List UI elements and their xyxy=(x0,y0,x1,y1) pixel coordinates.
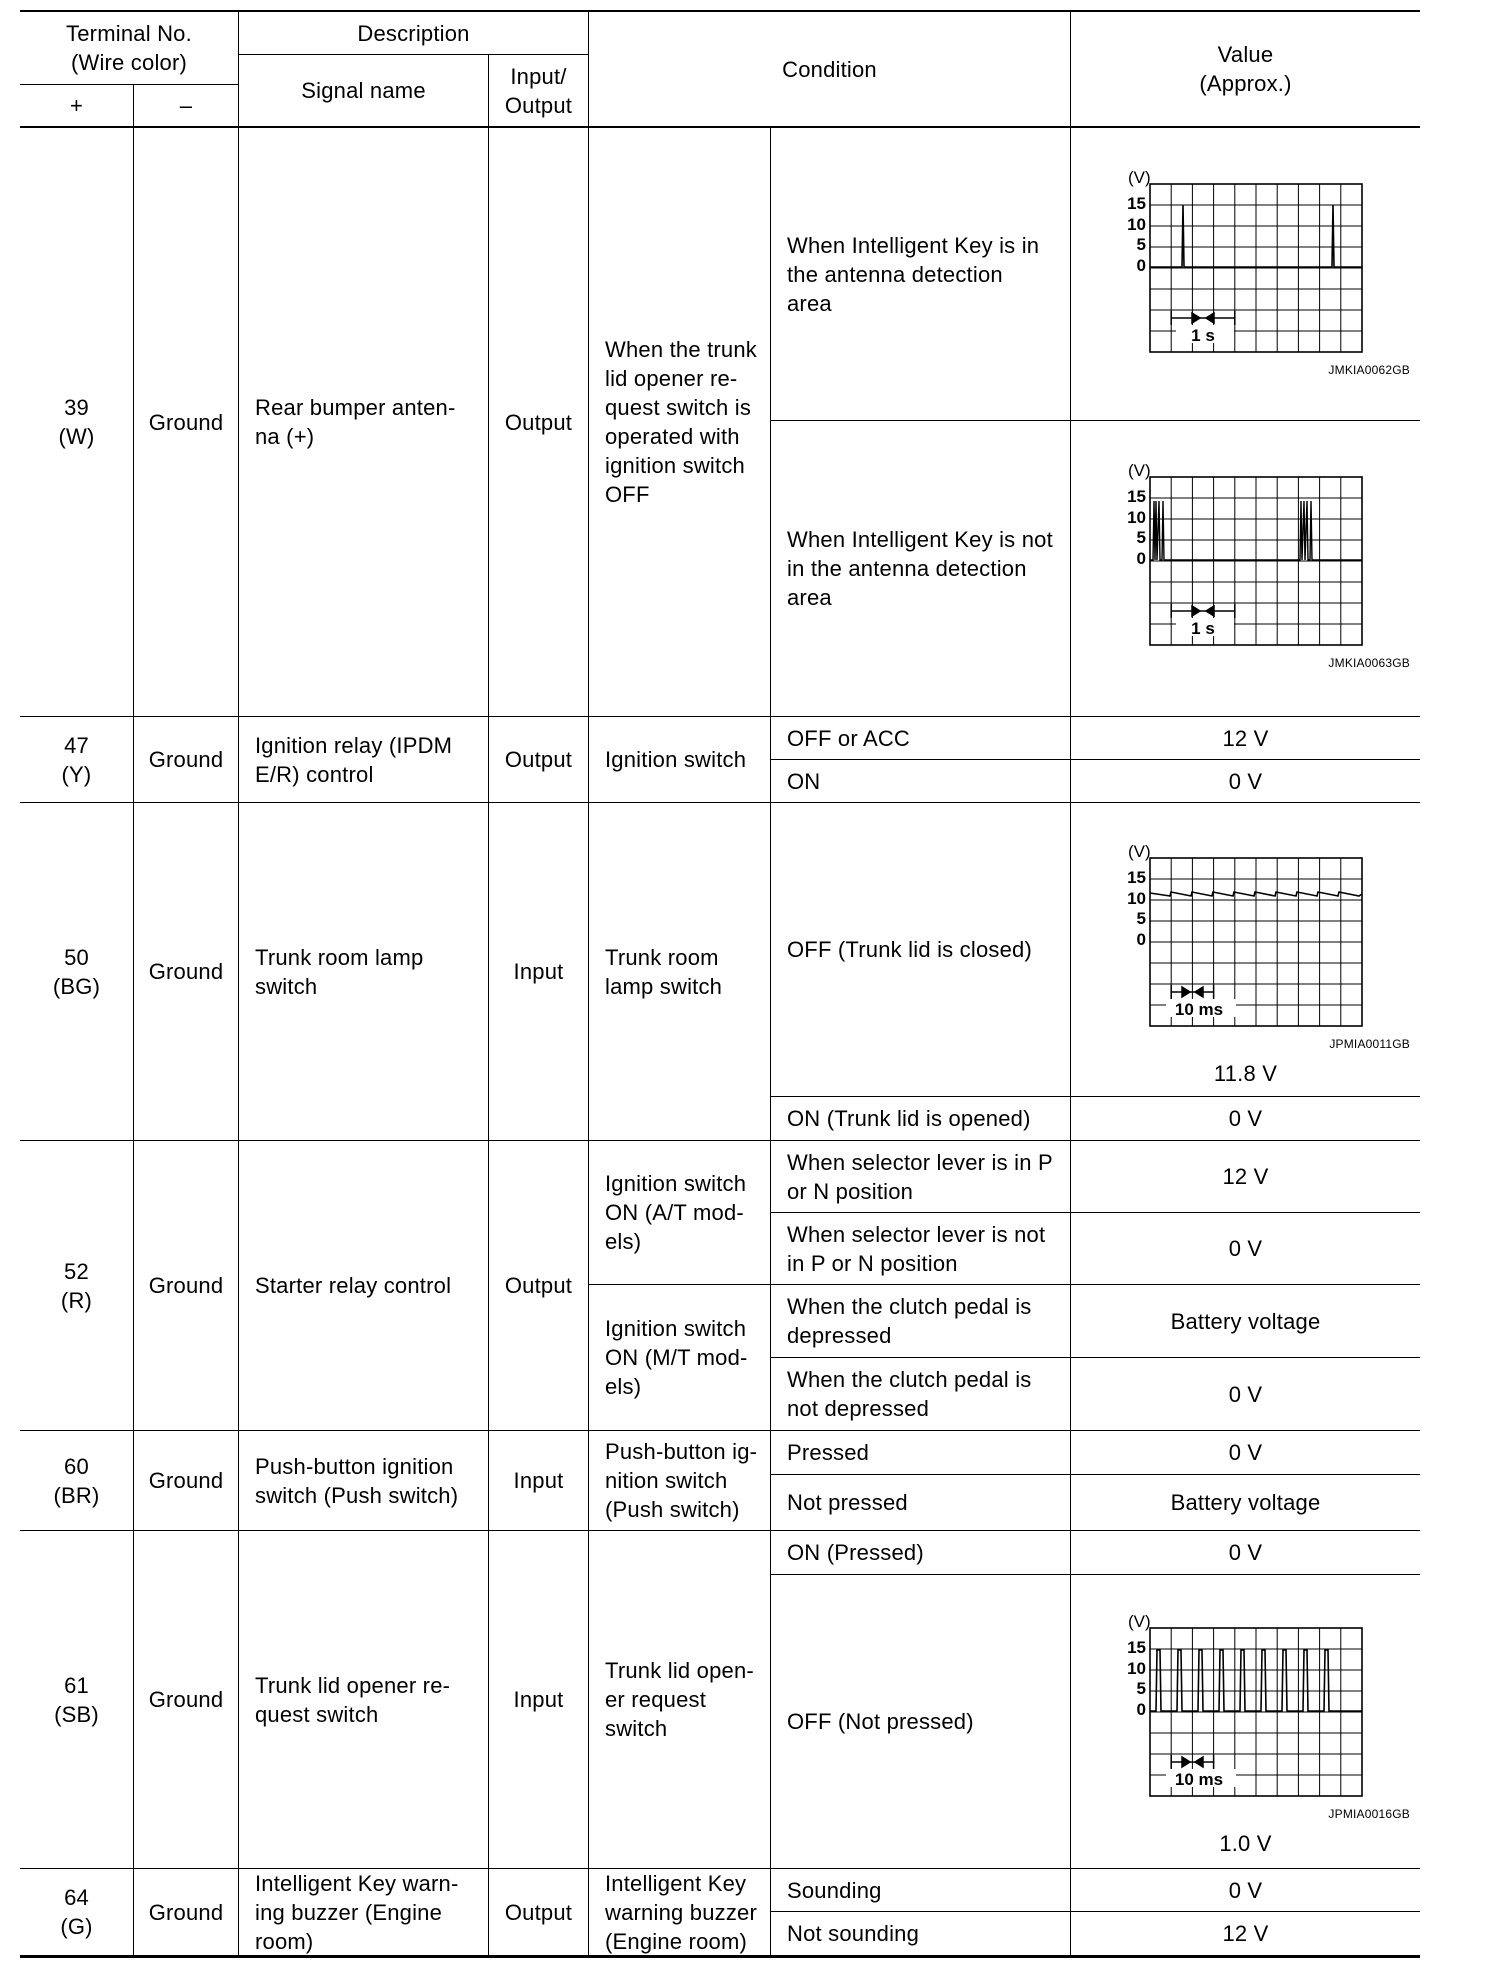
wave-scale-label: 10 ms xyxy=(1174,1000,1224,1019)
ground-60: Ground xyxy=(148,1468,224,1493)
waveform-39-out xyxy=(1100,457,1400,667)
wave-scale-marker xyxy=(1171,311,1235,325)
wave-ytick-0: 0 xyxy=(1136,930,1146,949)
wave-ytick-5: 5 xyxy=(1136,1679,1146,1698)
subcond-64-sounding: Sounding xyxy=(787,1877,882,1903)
value-50-off: 11.8 V xyxy=(1213,1060,1278,1086)
terminal-60: 60 (BR) xyxy=(53,1453,100,1508)
condition-50: Trunk room lamp switch xyxy=(605,944,723,999)
subcond-47-off: OFF or ACC xyxy=(787,725,911,751)
subcond-39-in: When Intelligent Key is in the antenna detection area xyxy=(787,232,1040,316)
header-condition: Condition xyxy=(782,56,877,82)
wave-ytick-5: 5 xyxy=(1136,909,1146,928)
header-plus: + xyxy=(69,93,84,118)
subcond-64-notsounding: Not sounding xyxy=(787,1921,920,1946)
signal-39: Rear bumper anten- na (+) xyxy=(255,395,456,449)
value-52-mt-notdep: 0 V xyxy=(1228,1381,1263,1407)
value-64-sounding: 0 V xyxy=(1228,1877,1263,1903)
subcond-50-off: OFF (Trunk lid is closed) xyxy=(787,937,1033,962)
ground-47: Ground xyxy=(148,747,224,772)
subcond-52-at-notpn: When selector lever is not in P or N position xyxy=(787,1221,1046,1276)
signal-64: Intelligent Key warn- ing buzzer (Engine room) xyxy=(255,1870,459,1954)
value-52-mt-dep: Battery voltage xyxy=(1170,1308,1321,1334)
value-47-off: 12 V xyxy=(1222,725,1269,751)
value-52-at-pn: 12 V xyxy=(1222,1164,1269,1189)
condition-47: Ignition switch xyxy=(605,747,747,772)
wave-ytick-10: 10 xyxy=(1127,508,1146,527)
wave-ytick-15: 15 xyxy=(1127,487,1146,506)
terminal-39: 39 (W) xyxy=(58,395,95,449)
wave-scale-label: 1 s xyxy=(1191,326,1215,345)
wave-ytick-5: 5 xyxy=(1136,235,1146,254)
subcond-61-on: ON (Pressed) xyxy=(787,1540,924,1565)
wave-ytick-0: 0 xyxy=(1136,1700,1146,1719)
signal-50: Trunk room lamp switch xyxy=(255,944,424,999)
wave-ytick-10: 10 xyxy=(1127,215,1146,234)
value-64-notsounding: 12 V xyxy=(1222,1921,1269,1946)
subcond-50-on: ON (Trunk lid is opened) xyxy=(787,1106,1031,1131)
terminal-52: 52 (R) xyxy=(60,1258,93,1313)
wave-scale-label: 1 s xyxy=(1191,619,1215,638)
ground-64: Ground xyxy=(148,1899,224,1925)
terminal-61: 61 (SB) xyxy=(54,1672,99,1727)
waveform-50-off xyxy=(1100,838,1400,1048)
wave-ytick-0: 0 xyxy=(1136,256,1146,275)
subcond-47-on: ON xyxy=(787,768,821,794)
header-minus: – xyxy=(179,93,193,118)
value-61-off: 1.0 V xyxy=(1219,1830,1272,1856)
wave-ytick-10: 10 xyxy=(1127,1659,1146,1678)
col-cond2-right xyxy=(1070,10,1071,1956)
wave-unit: (V) xyxy=(1128,168,1151,187)
wave-code-39-in: JMKIA0062GB xyxy=(1328,362,1410,377)
io-61: Input xyxy=(513,1687,564,1712)
wave-code-50-off: JPMIA0011GB xyxy=(1329,1036,1410,1051)
subcond-60-notpressed: Not pressed xyxy=(787,1490,908,1515)
condition-61: Trunk lid open- er request switch xyxy=(605,1658,754,1741)
signal-47: Ignition relay (IPDM E/R) control xyxy=(255,732,453,787)
subcond-52-mt-dep: When the clutch pedal is depressed xyxy=(787,1294,1032,1348)
header-value: Value (Approx.) xyxy=(1199,42,1292,96)
subcond-60-pressed: Pressed xyxy=(787,1440,870,1465)
value-47-on: 0 V xyxy=(1228,768,1263,794)
signal-60: Push-button ignition switch (Push switch) xyxy=(255,1453,459,1508)
condition-39: When the trunk lid opener re- quest switch is operated with ignition switch OFF xyxy=(605,337,757,507)
io-50: Input xyxy=(513,959,564,984)
value-60-pressed: 0 V xyxy=(1228,1440,1263,1465)
terminal-47: 47 (Y) xyxy=(61,732,92,787)
io-64: Output xyxy=(504,1899,573,1925)
ground-61: Ground xyxy=(148,1687,224,1712)
wave-unit: (V) xyxy=(1128,461,1151,480)
ground-52: Ground xyxy=(148,1273,224,1298)
wave-ytick-5: 5 xyxy=(1136,528,1146,547)
value-60-notpressed: Battery voltage xyxy=(1170,1490,1321,1515)
wave-ytick-15: 15 xyxy=(1127,194,1146,213)
waveform-61-off xyxy=(1100,1608,1400,1818)
terminal-50: 50 (BG) xyxy=(52,944,101,999)
ground-39: Ground xyxy=(148,409,224,435)
header-signal-name: Signal name xyxy=(301,78,426,103)
condition-52-at: Ignition switch ON (A/T mod- els) xyxy=(605,1171,747,1254)
wave-ytick-15: 15 xyxy=(1127,868,1146,887)
wave-ytick-10: 10 xyxy=(1127,889,1146,908)
io-52: Output xyxy=(504,1273,573,1298)
subcond-52-mt-notdep: When the clutch pedal is not depressed xyxy=(787,1367,1032,1421)
wave-ytick-0: 0 xyxy=(1136,549,1146,568)
ground-50: Ground xyxy=(148,959,224,984)
signal-61: Trunk lid opener re- quest switch xyxy=(255,1672,451,1727)
wave-code-61-off: JPMIA0016GB xyxy=(1328,1806,1410,1821)
header-terminal: Terminal No. (Wire color) xyxy=(66,21,192,75)
io-60: Input xyxy=(513,1468,564,1493)
value-61-on: 0 V xyxy=(1228,1540,1263,1565)
terminal-64: 64 (G) xyxy=(60,1885,93,1939)
value-52-at-notpn: 0 V xyxy=(1228,1236,1263,1261)
subcond-61-off: OFF (Not pressed) xyxy=(787,1709,974,1734)
wave-code-39-out: JMKIA0063GB xyxy=(1328,655,1410,670)
wave-scale-label: 10 ms xyxy=(1174,1770,1224,1789)
wave-scale-marker xyxy=(1171,604,1235,618)
condition-52-mt: Ignition switch ON (M/T mod- els) xyxy=(605,1316,748,1399)
io-47: Output xyxy=(504,747,573,772)
io-39: Output xyxy=(504,409,573,435)
signal-52: Starter relay control xyxy=(255,1273,452,1298)
header-io: Input/ Output xyxy=(504,63,573,118)
waveform-39-in xyxy=(1100,164,1400,374)
subcond-39-out: When Intelligent Key is not in the antenna detection area xyxy=(787,527,1053,610)
value-50-on: 0 V xyxy=(1228,1106,1263,1131)
wave-ytick-15: 15 xyxy=(1127,1638,1146,1657)
subcond-52-at-pn: When selector lever is in P or N position xyxy=(787,1149,1053,1204)
condition-64: Intelligent Key warning buzzer (Engine room) xyxy=(605,1870,757,1954)
condition-60: Push-button ig- nition switch (Push switch) xyxy=(605,1439,758,1522)
wave-unit: (V) xyxy=(1128,842,1151,861)
header-description: Description xyxy=(357,20,470,46)
wave-unit: (V) xyxy=(1128,1612,1151,1631)
